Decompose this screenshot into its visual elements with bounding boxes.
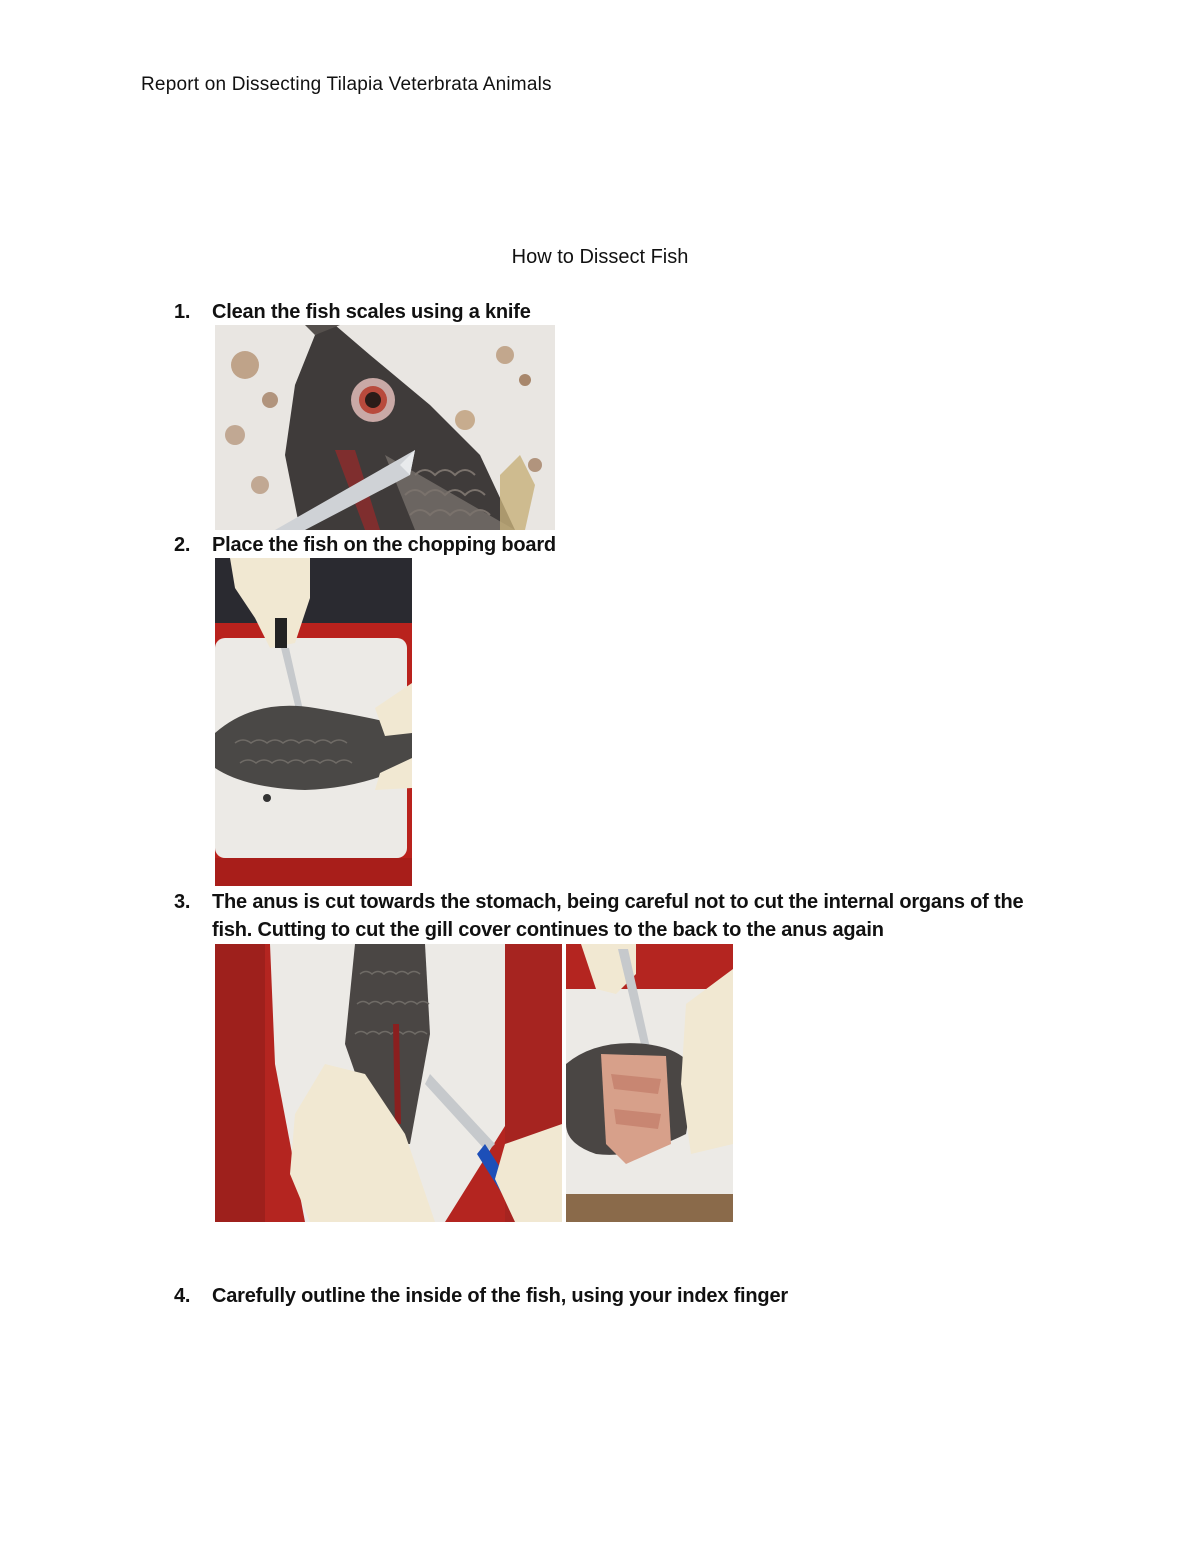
fish-belly-cut-photo: [215, 944, 562, 1222]
step-number: 4.: [174, 1285, 191, 1307]
document-title: How to Dissect Fish: [511, 246, 689, 268]
step-number: 2.: [174, 534, 191, 556]
fish-opened-photo: [566, 944, 733, 1222]
step-2: [174, 531, 1054, 559]
step-text: Clean the fish scales using a knife: [212, 301, 531, 323]
fish-head-scaling-photo: [215, 325, 555, 530]
step-text: Place the fish on the chopping board: [212, 534, 556, 556]
step-4: [174, 1282, 1054, 1310]
step-number: 1.: [174, 301, 191, 323]
step-1: [174, 298, 1054, 326]
fish-on-board-photo: [215, 558, 412, 886]
step-number: 3.: [174, 891, 191, 913]
step-3: [174, 888, 1054, 944]
step-text: Carefully outline the inside of the fish, using your index finger: [212, 1285, 788, 1307]
step-text: The anus is cut towards the stomach, being careful not to cut the internal organs of the fish. Cutting to cut the gill cover continues to the back to the anus again: [212, 891, 1024, 941]
running-header: Report on Dissecting Tilapia Veterbrata Animals: [141, 74, 552, 95]
